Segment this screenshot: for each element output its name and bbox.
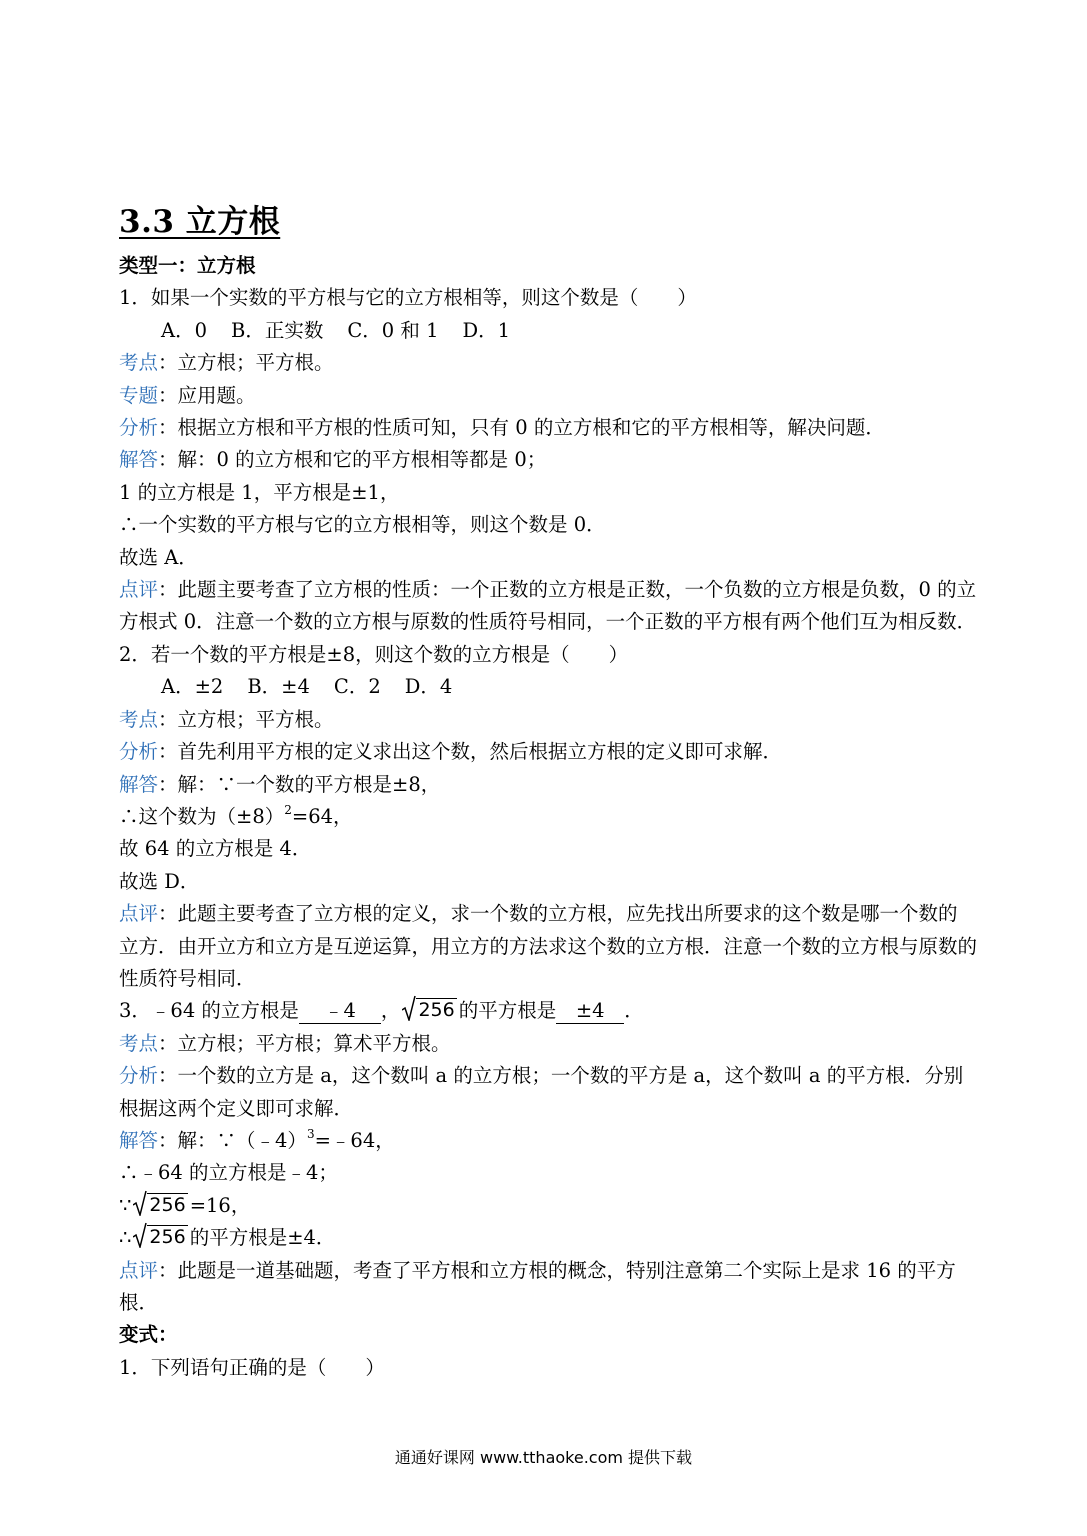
radical-sign-icon — [133, 1222, 147, 1248]
q2-jieda-text: ：解：∵一个数的平方根是±8， — [158, 772, 441, 796]
q3-answer-blank-2: ±4 — [556, 999, 624, 1024]
q2-jieda — [119, 769, 977, 801]
q1-fenxi-text: ：根据立方根和平方根的性质可知，只有 0 的立方根和它的平方根相等，解决问题． — [158, 416, 885, 440]
variant-heading: 变式： — [119, 1323, 178, 1347]
radicand: 256 — [149, 1226, 186, 1249]
q1-jieda — [119, 444, 977, 476]
dianping-label: 点评 — [119, 1258, 159, 1282]
jieda-label: 解答 — [119, 1128, 159, 1152]
sqrt-expression — [133, 1222, 187, 1248]
q1-dianping — [119, 574, 977, 639]
q3-kaodian — [119, 1028, 977, 1060]
q1-options — [119, 315, 977, 347]
page-title: 3.3 立方根 — [119, 204, 281, 240]
because-symbol: ∵ — [119, 1193, 132, 1217]
radical-sign-icon — [133, 1190, 147, 1216]
kaodian-label: 考点 — [119, 1031, 159, 1055]
kaodian-label: 考点 — [119, 351, 159, 375]
sqrt-expression — [133, 1190, 187, 1216]
q2-option-d: D．4 — [404, 675, 453, 699]
radicand: 256 — [418, 999, 455, 1022]
fenxi-label: 分析 — [119, 416, 159, 440]
q1-zhuanti — [119, 380, 977, 412]
q2-fenxi — [119, 736, 977, 768]
dianping-label: 点评 — [119, 902, 159, 926]
q2-dianping-text: ：此题主要考查了立方根的定义，求一个数的立方根，应先找出所要求的这个数是哪一个数的立方．由开立方和立方是互逆运算，用立方的方法求这个数的立方根．注意一个数的立方根与原数的性质符号相同． — [119, 902, 978, 990]
q3-dianping — [119, 1255, 977, 1320]
q3-jieda-result: =﹣64， — [314, 1128, 395, 1152]
q3-stem-part: 的平方根是 — [458, 999, 557, 1023]
q3-fenxi-text: ：一个数的立方是 a，这个数叫 a 的立方根；一个数的平方是 a，这个数叫 a 的平方根．分别根据这两个定义即可求解． — [119, 1064, 964, 1120]
fenxi-label: 分析 — [119, 740, 159, 764]
q2-stem: 2．若一个数的平方根是±8，则这个数的立方根是（ ） — [119, 642, 629, 666]
q2-line1-text: ∴这个数为（±8） — [119, 804, 285, 828]
variant-q1-stem: 1．下列语句正确的是（ ） — [119, 1355, 385, 1379]
q3-stem-part: 3．﹣64 的立方根是 — [119, 999, 299, 1023]
q1-option-d: D．1 — [462, 318, 511, 342]
q1-jieda-text: ：解：0 的立方根和它的平方根相等都是 0； — [158, 448, 547, 472]
q2-fenxi-text: ：首先利用平方根的定义求出这个数，然后根据立方根的定义即可求解． — [158, 740, 783, 764]
q2-option-b: B．±4 — [247, 675, 310, 699]
q1-solution-line: 故选 A． — [119, 545, 198, 569]
exponent: 3 — [306, 1126, 315, 1141]
q2-line1-result: =64， — [291, 804, 353, 828]
q3-dianping-text: ：此题是一道基础题，考查了平方根和立方根的概念，特别注意第二个实际上是求 16 的平方根． — [119, 1258, 956, 1314]
q3-stem-part: ． — [624, 999, 644, 1023]
jieda-label: 解答 — [119, 772, 159, 796]
q3-jieda-text: ：解：∵（﹣4） — [158, 1128, 307, 1152]
q3-stem-part: ， — [380, 999, 401, 1023]
jieda-label: 解答 — [119, 448, 159, 472]
section-heading: 类型一：立方根 — [119, 254, 256, 277]
exponent: 2 — [284, 802, 292, 817]
document-body — [119, 250, 977, 1384]
q2-kaodian-text: ：立方根；平方根。 — [158, 707, 334, 731]
q2-solution-line: 故 64 的立方根是 4． — [119, 837, 312, 861]
q1-kaodian-text: ：立方根；平方根。 — [158, 351, 334, 375]
q3-solution-line — [119, 1190, 977, 1222]
q1-stem: 1．如果一个实数的平方根与它的立方根相等，则这个数是（ ） — [119, 286, 697, 310]
kaodian-label: 考点 — [119, 707, 159, 731]
q2-dianping — [119, 898, 977, 995]
q1-zhuanti-text: ：应用题。 — [158, 383, 256, 407]
q3-line3-result: 的平方根是±4． — [189, 1226, 336, 1250]
q2-solution-line: 故选 D． — [119, 869, 200, 893]
page-footer: 通通好课网 www.tthaoke.com 提供下载 — [394, 1448, 693, 1467]
dianping-label: 点评 — [119, 578, 159, 602]
fenxi-label: 分析 — [119, 1064, 159, 1088]
q3-solution-line: ∴﹣64 的立方根是﹣4； — [119, 1161, 338, 1185]
q3-fenxi — [119, 1060, 977, 1125]
q1-option-b: B．正实数 — [231, 318, 324, 342]
q1-solution-line: 1 的立方根是 1，平方根是±1， — [119, 480, 400, 504]
q2-options — [119, 671, 977, 703]
q1-option-a: A．0 — [161, 318, 207, 342]
q3-solution-line — [119, 1222, 977, 1254]
radical-sign-icon — [402, 995, 416, 1021]
q3-kaodian-text: ：立方根；平方根；算术平方根。 — [158, 1031, 451, 1055]
q3-line2-result: =16， — [189, 1193, 251, 1217]
q3-answer-blank-1: ﹣4 — [299, 999, 381, 1024]
q1-fenxi — [119, 412, 977, 444]
q2-option-c: C．2 — [333, 675, 381, 699]
q1-option-c: C．0 和 1 — [347, 318, 439, 342]
q1-solution-line: ∴一个实数的平方根与它的立方根相等，则这个数是 0． — [119, 513, 606, 537]
q1-kaodian — [119, 347, 977, 379]
zhuanti-label: 专题 — [119, 383, 159, 407]
q1-dianping-text: ：此题主要考查了立方根的性质：一个正数的立方根是正数，一个负数的立方根是负数，0 的立方根式 0．注意一个数的立方根与原数的性质符号相同，一个正数的平方根有两个他们互为相反数． — [119, 578, 977, 634]
sqrt-expression — [402, 995, 456, 1021]
q2-option-a: A．±2 — [161, 675, 224, 699]
radicand: 256 — [149, 1193, 186, 1216]
q2-kaodian — [119, 704, 977, 736]
q2-solution-line — [119, 801, 977, 833]
q3-jieda — [119, 1125, 977, 1157]
q3-stem — [119, 995, 977, 1027]
therefore-symbol: ∴ — [119, 1226, 132, 1250]
